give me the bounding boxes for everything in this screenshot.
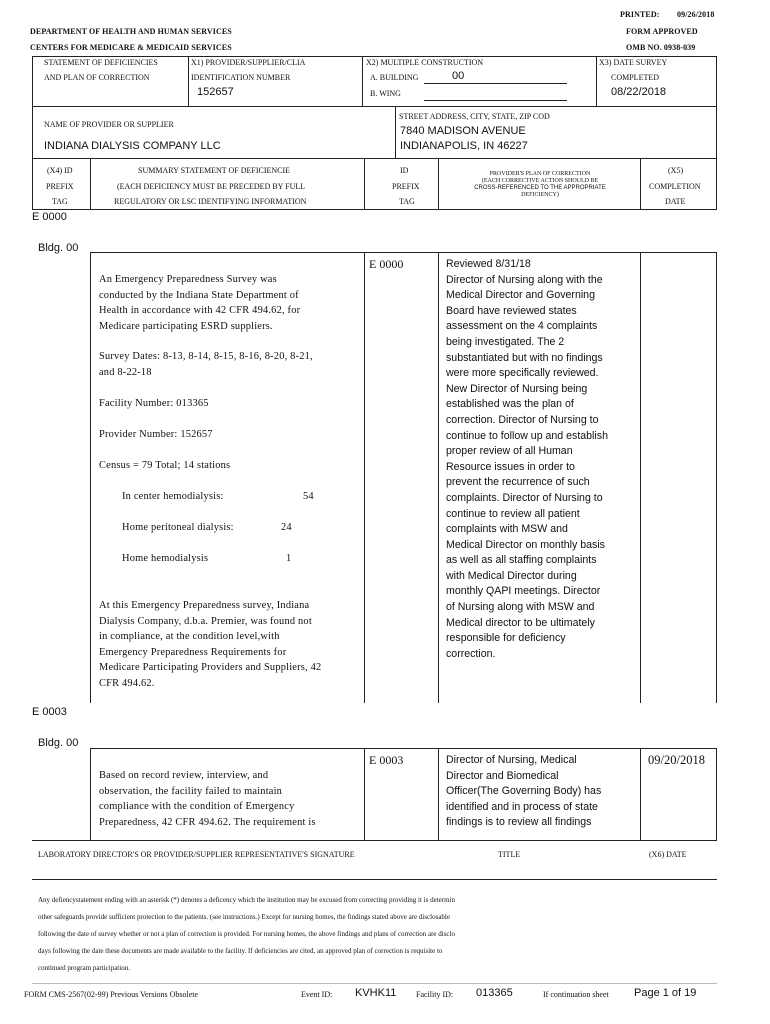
e0003-tag: E 0003	[32, 706, 67, 718]
identification-number-label: IDENTIFICATION NUMBER	[191, 73, 291, 82]
e0000-provider-number: Provider Number: 152657	[99, 429, 213, 440]
tag-header: TAG	[52, 197, 68, 206]
printed-date: 09/26/2018	[677, 10, 715, 19]
e0000-intro-paragraph	[99, 272, 359, 334]
plan-header-3: CROSS-REFERENCED TO THE APPROPRIATE	[474, 185, 606, 191]
text-line: with Medical Director during	[446, 569, 577, 582]
plan-header-4: DEFICIENCY)	[521, 192, 559, 198]
id-header: ID	[400, 166, 409, 175]
department-title: DEPARTMENT OF HEALTH AND HUMAN SERVICES	[30, 27, 232, 36]
text-line: proper review of all Human	[446, 445, 573, 458]
text-line: Director and Biomedical	[446, 769, 559, 782]
text-line: substantiated but with no findings	[446, 351, 603, 364]
x5-header: (X5)	[668, 166, 684, 175]
summary-header-1: SUMMARY STATEMENT OF DEFICIENCIE	[138, 166, 291, 175]
text-line: Medicare participating ESRD suppliers.	[99, 320, 273, 332]
e0003-completion-date: 09/20/2018	[648, 753, 705, 767]
disclaimer-line: Any defiencystatement ending with an asterisk (*) denotes a deficency which the institution may be excused from correcting providing it is determin	[38, 896, 455, 904]
statement-label: STATEMENT OF DEFICIENCIES	[44, 58, 158, 67]
provider-id-label: X1) PROVIDER/SUPPLIER/CLIA	[191, 58, 306, 67]
text-line: continue to review all patient	[446, 507, 580, 520]
plan-header	[446, 171, 634, 199]
text-line: correction. Director of Nursing to	[446, 413, 599, 426]
text-line: Resource issues in order to	[446, 460, 575, 473]
text-line: Reviewed 8/31/18	[446, 258, 531, 270]
facility-id-value: 013365	[476, 987, 513, 999]
disclaimer-line: other safeguards provide sufficient protection to the patients. (see instructions.) Except for nursing homes, the findings stated above are disclosable	[38, 913, 450, 921]
e0003-finding-paragraph	[99, 768, 361, 830]
title-label: TITLE	[498, 850, 521, 859]
e0000-home-peritoneal-label: Home peritoneal dialysis:	[122, 522, 234, 533]
text-line: Board have reviewed states	[446, 304, 577, 317]
provider-name-value: INDIANA DIALYSIS COMPANY LLC	[44, 140, 221, 152]
e0000-home-hemo-value: 1	[286, 553, 292, 564]
e0003-plan-of-correction	[446, 753, 638, 831]
provider-id-value: 152657	[197, 86, 234, 98]
address-line-1: 7840 MADISON AVENUE	[400, 125, 526, 137]
text-line: were more specifically reviewed.	[446, 367, 599, 380]
text-line: in compliance, at the condition level,with	[99, 631, 280, 643]
e0000-home-hemo-label: Home hemodialysis	[122, 553, 209, 564]
e0003-bldg: Bldg. 00	[38, 737, 79, 749]
text-line: and 8-22-18	[99, 366, 152, 378]
x6-date-label: (X6) DATE	[649, 850, 687, 859]
plan-header-1: PROVIDER'S PLAN OF CORRECTION	[489, 171, 591, 177]
multiple-construction-label: X2) MULTIPLE CONSTRUCTION	[366, 58, 484, 67]
text-line: Director of Nursing, Medical	[446, 754, 577, 766]
text-line: New Director of Nursing being	[446, 382, 588, 395]
e0000-survey-dates	[99, 349, 359, 380]
text-line: complaints with MSW and	[446, 523, 568, 536]
text-line: Health in accordance with 42 CFR 494.62, for	[99, 305, 301, 317]
e0000-incenter-label: In center hemodialysis:	[122, 491, 224, 502]
text-line: of Nursing along with MSW and	[446, 601, 595, 614]
form-number: FORM CMS-2567(02-99) Previous Versions Obsolete	[24, 990, 199, 999]
text-line: responsible for deficiency	[446, 632, 566, 645]
continuation-label: If continuation sheet	[543, 990, 609, 999]
summary-header-3: REGULATORY OR LSC IDENTIFYING INFORMATION	[114, 197, 307, 206]
form-approved: FORM APPROVED	[626, 27, 698, 36]
prefix-header: PREFIX	[46, 182, 74, 191]
e0000-home-peritoneal-value: 24	[281, 522, 292, 533]
provider-name-label: NAME OF PROVIDER OR SUPPLIER	[44, 120, 174, 129]
e0000-final-paragraph	[99, 598, 359, 692]
e0000-census: Census = 79 Total; 14 stations	[99, 460, 231, 471]
disclaimer-line: following the date of survey whether or not a plan of correction is provided. For nursing homes, the above findings and plans of correction are disclo	[38, 930, 455, 938]
text-line: Survey Dates: 8-13, 8-14, 8-15, 8-16, 8-20, 8-21,	[99, 351, 313, 362]
text-line: findings is to review all findings	[446, 816, 592, 829]
text-line: Officer(The Governing Body) has	[446, 785, 602, 798]
centers-title: CENTERS FOR MEDICARE & MEDICAID SERVICES	[30, 43, 232, 52]
e0003-right-tag: E 0003	[369, 753, 404, 767]
text-line: Director of Nursing along with the	[446, 273, 603, 286]
text-line: At this Emergency Preparedness survey, Indiana	[99, 600, 310, 611]
e0000-bldg: Bldg. 00	[38, 242, 79, 254]
wing-label: B. WING	[370, 89, 401, 98]
disclaimer-line: continued program participation.	[38, 964, 130, 972]
omb-number: OMB NO. 0938-039	[626, 43, 696, 52]
text-line: prevent the recurrence of such	[446, 476, 590, 489]
text-line: correction.	[446, 647, 496, 660]
e0000-right-tag: E 0000	[369, 257, 404, 271]
text-line: conducted by the Indiana State Department of	[99, 289, 299, 301]
tag2-header: TAG	[399, 197, 415, 206]
e0000-incenter-value: 54	[303, 491, 314, 502]
text-line: CFR 494.62.	[99, 677, 155, 689]
text-line: compliance with the condition of Emergency	[99, 801, 295, 813]
text-line: observation, the facility failed to maintain	[99, 785, 283, 797]
address-line-2: INDIANAPOLIS, IN 46227	[400, 140, 528, 152]
text-line: identified and in process of state	[446, 800, 598, 813]
plan-label: AND PLAN OF CORRECTION	[44, 73, 150, 82]
building-label: A. BUILDING	[370, 73, 419, 82]
text-line: assessment on the 4 complaints	[446, 320, 598, 333]
text-line: Medical director to be ultimately	[446, 616, 595, 629]
text-line: continue to follow up and establish	[446, 429, 608, 442]
text-line: Emergency Preparedness Requirements for	[99, 646, 287, 658]
event-id-value: KVHK11	[355, 987, 397, 999]
completed-label: COMPLETED	[611, 73, 659, 82]
text-line: complaints. Director of Nursing to	[446, 491, 603, 504]
text-line: Medical Director and Governing	[446, 289, 595, 302]
completion-header: COMPLETION	[649, 182, 701, 191]
summary-header-2: (EACH DEFICIENCY MUST BE PRECEDED BY FULL	[117, 182, 306, 191]
signature-label: LABORATORY DIRECTOR'S OR PROVIDER/SUPPLIER REPRESENTATIVE'S SIGNATURE	[38, 850, 355, 859]
text-line: Preparedness, 42 CFR 494.62. The requirement is	[99, 816, 316, 828]
facility-id-label: Facility ID:	[416, 990, 454, 999]
disclaimer-line: days following the date these documents are made available to the facility. If deficiencies are cited, an approved plan of correction is requisite to	[38, 947, 443, 955]
text-line: as well as all staffing complaints	[446, 554, 597, 567]
text-line: Medical Director on monthly basis	[446, 538, 605, 551]
date-survey-value: 08/22/2018	[611, 86, 667, 98]
text-line: An Emergency Preparedness Survey was	[99, 274, 277, 285]
prefix2-header: PREFIX	[392, 182, 420, 191]
text-line: monthly QAPI meetings. Director	[446, 585, 601, 598]
text-line: Dialysis Company, d.b.a. Premier, was found not	[99, 615, 312, 627]
e0000-facility-number: Facility Number: 013365	[99, 398, 209, 409]
text-line: being investigated. The 2	[446, 335, 565, 348]
address-label: STREET ADDRESS, CITY, STATE, ZIP COD	[399, 112, 550, 121]
x4-id-header: (X4) ID	[47, 166, 73, 175]
e0000-tag: E 0000	[32, 211, 67, 223]
text-line: Based on record review, interview, and	[99, 770, 269, 781]
date-header: DATE	[665, 197, 686, 206]
page-number: Page 1 of 19	[634, 987, 697, 999]
disclaimer	[38, 892, 718, 977]
text-line: Medicare Participating Providers and Suppliers, 42	[99, 662, 322, 674]
e0000-plan-of-correction	[446, 257, 638, 662]
text-line: established was the plan of	[446, 398, 574, 411]
building-value: 00	[452, 70, 465, 82]
date-survey-label: X3) DATE SURVEY	[599, 58, 668, 67]
event-id-label: Event ID:	[301, 990, 333, 999]
printed-label: PRINTED:	[620, 10, 660, 19]
plan-header-2: (EACH CORRECTIVE ACTION SHOULD BE	[481, 178, 599, 184]
